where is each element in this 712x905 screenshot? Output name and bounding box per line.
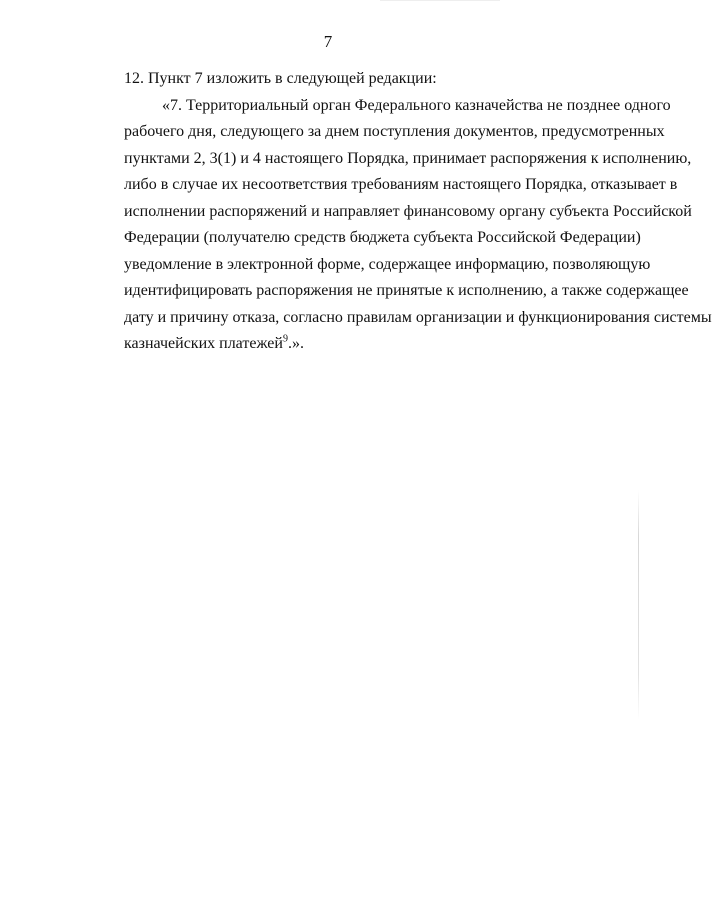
footnote-marker: 9 [282, 333, 288, 345]
scan-artifact-top [380, 0, 500, 1]
paragraph-line: исполнении распоряжений и направляет финансовому органу субъекта Российской [124, 202, 692, 220]
amendment-paragraph [86, 93, 712, 358]
paragraph-line: либо в случае их несоответствия требованиям настоящего Порядка, отказывает в [124, 176, 678, 193]
paragraph-line: Федерации (получателю средств бюджета субъекта Российской Федерации) [124, 229, 641, 246]
paragraph-line: уведомление в электронной форме, содержащее информацию, позволяющую [124, 255, 651, 273]
paragraph-last-line [86, 331, 608, 358]
paragraph-closing: .». [287, 335, 304, 352]
page-number: 7 [323, 32, 333, 51]
paragraph-line-text: казначейских платежей [124, 335, 283, 352]
document-body [86, 66, 712, 358]
amendment-heading: 12. Пункт 7 изложить в следующей редакции: [124, 70, 437, 87]
paragraph-line: рабочего дня, следующего за днем поступления документов, предусмотренных [124, 123, 665, 140]
scan-artifact-edge [638, 490, 639, 720]
paragraph-line: пунктами 2, 3(1) и 4 настоящего Порядка, принимает распоряжения к исполнению, [124, 149, 692, 167]
paragraph-line: идентифицировать распоряжения не принятые к исполнению, а также содержащее [124, 282, 689, 299]
paragraph-line: дату и причину отказа, согласно правилам организации и функционирования системы [124, 308, 712, 326]
paragraph-line: «7. Территориальный орган Федерального казначейства не позднее одного [162, 96, 671, 114]
